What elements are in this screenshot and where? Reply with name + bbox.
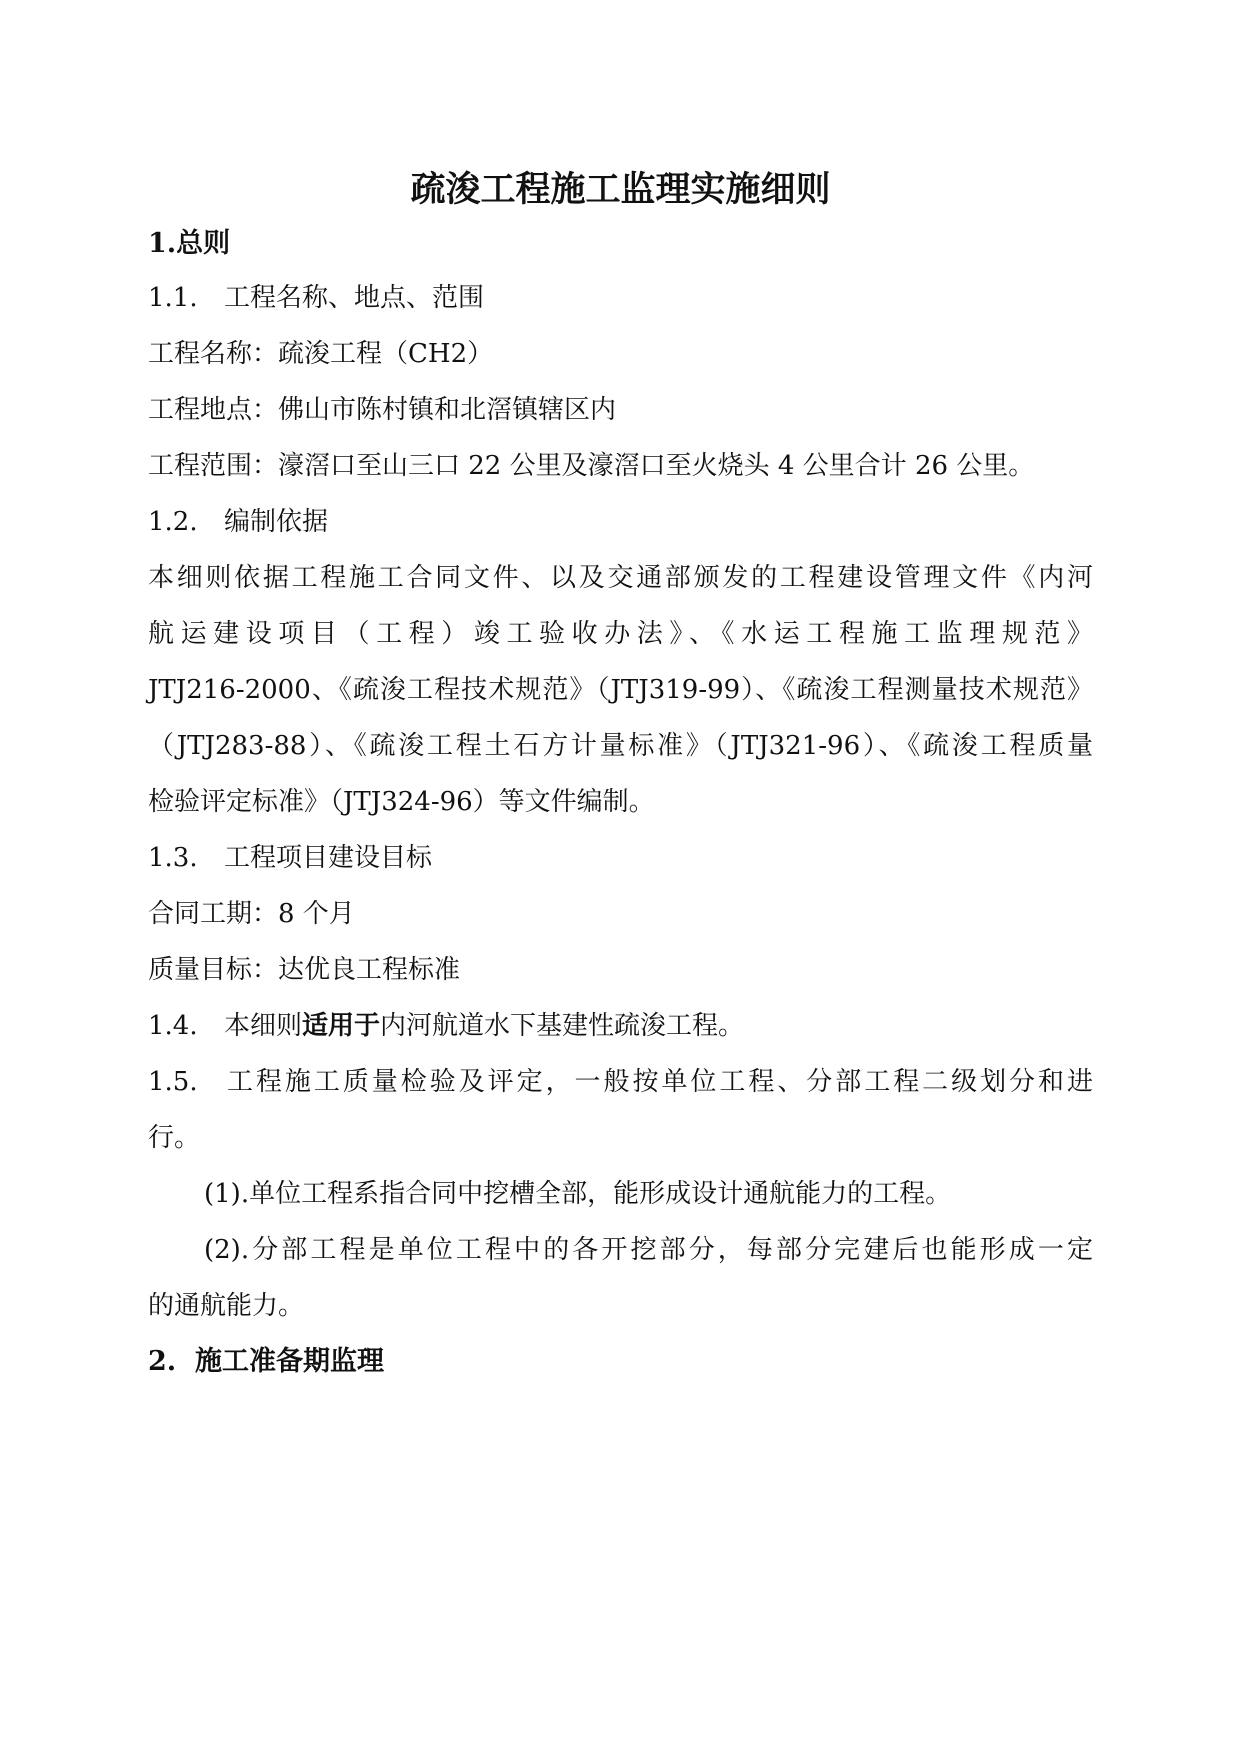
section-2-heading: 2. 施工准备期监理 [148,1346,384,1377]
section-title: 编制依据 [224,507,329,537]
section-1-1-heading [148,280,1093,316]
basis-paragraph-line: 检验评定标准》（JTJ324-96）等文件编制。 [148,787,655,817]
section-number: 1.1. [148,283,198,313]
basis-paragraph-line: 本细则依据工程施工合同文件、以及交通部颁发的工程建设管理文件《内河 [148,563,1093,593]
text-run: 工程施工质量检验及评定，一般按单位工程、分部工程二级划分和进 [224,1067,1093,1097]
text-run: 本细则 [224,1011,303,1041]
section-1-heading: 1.总则 [148,228,231,259]
list-item-1: (1).单位工程系指合同中挖槽全部，能形成设计通航能力的工程。 [204,1179,952,1209]
section-number: 1.3. [148,843,198,873]
section-number: 1.4. [148,1011,198,1041]
section-1-2-heading [148,504,1093,540]
section-1-5-line [148,1064,1093,1100]
basis-paragraph-line: （JTJ283-88）、《疏浚工程土石方计量标准》（JTJ321-96）、《疏浚工程质量 [148,731,1093,761]
project-name-line: 工程名称：疏浚工程（CH2） [148,339,494,369]
quality-target-line: 质量目标：达优良工程标准 [148,955,461,985]
bold-text-run: 适用于 [302,1011,381,1041]
project-location-line: 工程地点：佛山市陈村镇和北滘镇辖区内 [148,395,617,425]
section-number: 1.5. [148,1067,198,1097]
basis-paragraph-line: 航运建设项目（工程）竣工验收办法》、《水运工程施工监理规范》 [148,619,1093,649]
contract-period-line: 合同工期：8 个月 [148,899,355,929]
project-scope-line: 工程范围：濠滘口至山三口 22 公里及濠滘口至火烧头 4 公里合计 26 公里。 [148,451,1035,481]
list-item-2: (2).分部工程是单位工程中的各开挖部分，每部分完建后也能形成一定 [204,1235,1093,1265]
section-number: 1.2. [148,507,198,537]
text-run: 内河航道水下基建性疏浚工程。 [380,1011,745,1041]
section-title: 工程名称、地点、范围 [224,283,485,313]
section-1-4-line [148,1008,1093,1044]
section-1-3-heading [148,840,1093,876]
list-item-2-continuation: 的通航能力。 [148,1291,305,1321]
section-title: 工程项目建设目标 [224,843,433,873]
section-1-5-continuation: 行。 [148,1123,201,1153]
basis-paragraph-line: JTJ216-2000、《疏浚工程技术规范》（JTJ319-99）、《疏浚工程测量技术规范》 [148,675,1093,705]
document-title: 疏浚工程施工监理实施细则 [410,169,831,210]
